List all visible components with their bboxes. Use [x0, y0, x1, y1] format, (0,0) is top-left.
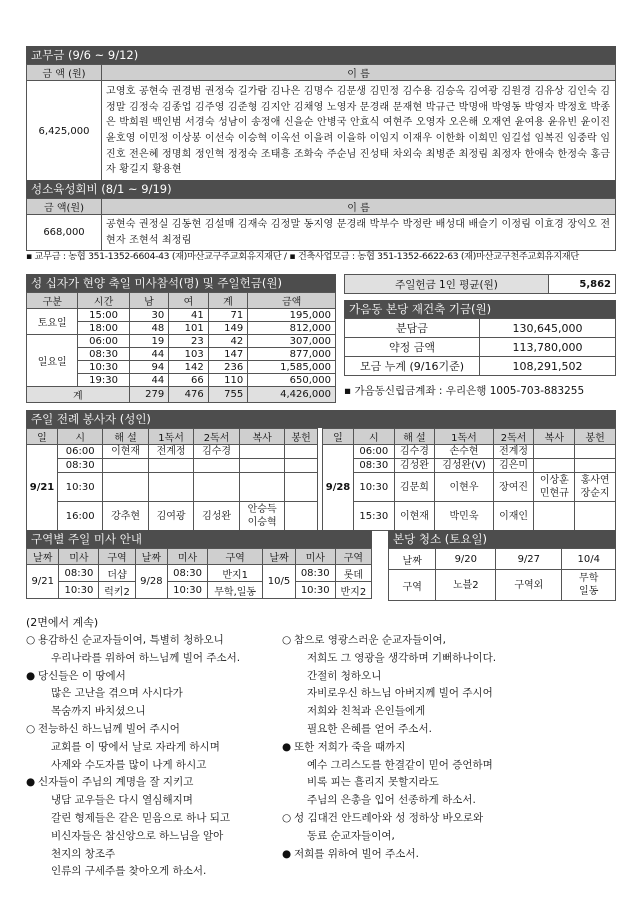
prayer-line	[26, 668, 240, 686]
attendance-cell: 30	[129, 309, 169, 322]
servers-cell	[103, 459, 149, 473]
attendance-header: 여	[169, 293, 209, 309]
district-zone: 무학,일동	[208, 582, 263, 599]
servers-header: 2독서	[493, 429, 534, 445]
prayer-text: 인류의 구세주를 찾아오게 하소서.	[51, 865, 207, 878]
servers-cell	[285, 473, 318, 502]
prayer-line	[26, 632, 240, 650]
servers-cell: 김수경	[394, 445, 435, 459]
prayer-line	[282, 668, 496, 686]
servers-cell: 08:30	[354, 459, 395, 473]
attendance-cell: 18:00	[78, 322, 129, 335]
servers-cell: 강추현	[103, 502, 149, 531]
attendance-header: 금액	[248, 293, 336, 309]
district-zone: 더샵	[99, 565, 135, 582]
school-fund-names: 고영호 공현숙 권경범 권정숙 길가람 김나은 김명수 김문생 김민정 김수용 김승옥 김여광 김원경 김유상 김인숙 김정말 김정숙 김종업 김주영 김준형 김지안 김채영 노영자 문경래 문재현 박규근 박명애 박영동 박영자 박정호 박종은 박희원 백인범 서경숙 성남이 송정애 신을순 안병국 안효식 여현주 오영자 오은해 오재연 윤여용 윤유빈 윤이진 윤호영 이민정 이상봉 이선숙 이승혁 이옥선 이을려 이을하 이임지 이재우 이한화 이희민 임길섭 임복진 임중락 임진호 전은혜 정명희 정인혁 정정숙 조태흥 조화숙 주순님 진성태 차외숙 최병준 최정림 최정자 한애숙 한정숙 홍금자 황길지 황용현	[102, 81, 616, 182]
district-mass-time: 08:30	[295, 565, 335, 582]
prayer-line	[282, 739, 496, 757]
servers-cell: 장여진	[493, 473, 534, 502]
prayer-text: 저희도 그 영광을 생각하며 기뻐하나이다.	[307, 651, 497, 664]
attendance-cell: 650,000	[248, 374, 336, 387]
filled-bullet-icon: ●	[282, 847, 292, 860]
servers-row	[27, 459, 318, 473]
attendance-title: 성 십자가 현양 축일 미사참석(명) 및 주일헌금(원)	[26, 274, 336, 292]
district-zone: 롯데	[335, 565, 371, 582]
attendance-header: 시간	[78, 293, 129, 309]
servers-header: 2독서	[194, 429, 240, 445]
attendance-cell: 71	[208, 309, 248, 322]
avg-table	[344, 274, 616, 294]
prayer-text: 저희를 위하여 빌어 주소서.	[294, 847, 419, 860]
district-row	[27, 582, 372, 599]
cleaning-date-row	[389, 549, 616, 570]
prayer-text: 자비로우신 하느님 아버지께 빌어 주시어	[307, 687, 493, 700]
servers-cell	[194, 459, 240, 473]
prayer-line	[282, 757, 496, 775]
cleaning-date: 9/20	[436, 549, 496, 570]
servers-cell: 06:00	[58, 445, 103, 459]
prayer-line	[282, 632, 496, 650]
servers-row	[27, 473, 318, 502]
rebuild-label: 분담금	[345, 319, 480, 338]
prayer-line	[26, 650, 240, 668]
servers-cell: 김성완	[394, 459, 435, 473]
rebuild-row	[345, 319, 616, 338]
prayer-line	[282, 685, 496, 703]
district-header: 구역	[335, 549, 371, 565]
attendance-cell: 1,585,000	[248, 361, 336, 374]
servers-cell: 이현재	[103, 445, 149, 459]
prayer-text: 우리나라를 위하여 하느님께 빌어 주소서.	[51, 651, 241, 664]
prayer-text: 또한 저희가 죽을 때까지	[294, 740, 406, 753]
servers-cell: 이재인	[493, 502, 534, 531]
prayer-line	[282, 810, 496, 828]
attendance-total-cell: 476	[169, 387, 209, 403]
prayer-text: 저희와 친척과 은인들에게	[307, 705, 426, 718]
attendance-cell: 103	[169, 348, 209, 361]
prayer-text: 용감하신 순교자들이여, 특별히 청하오니	[38, 634, 224, 646]
servers-cell	[285, 445, 318, 459]
prayer-line	[26, 846, 240, 864]
district-header: 미사	[59, 549, 99, 565]
sacristy-fund-amount-header: 금 액(원)	[27, 199, 102, 215]
prayer-line	[282, 828, 496, 846]
attendance-header: 남	[129, 293, 169, 309]
prayer-text: 교회를 이 땅에서 날로 자라게 하시며	[51, 740, 220, 753]
school-fund-amount: 6,425,000	[27, 81, 102, 182]
attendance-cell: 44	[129, 348, 169, 361]
attendance-cell: 41	[169, 309, 209, 322]
open-bullet-icon: ○	[282, 634, 292, 646]
attendance-cell: 142	[169, 361, 209, 374]
sacristy-fund-names-header: 이 름	[102, 199, 616, 215]
servers-cell: 김은미	[493, 459, 534, 473]
servers-header: 해 설	[394, 429, 435, 445]
cleaning-table	[388, 548, 616, 601]
district-zone: 반지2	[335, 582, 371, 599]
servers-cell	[148, 459, 194, 473]
district-zone: 럭키2	[99, 582, 135, 599]
servers-header: 해 설	[103, 429, 149, 445]
cleaning-area: 구역외	[496, 570, 562, 601]
prayer-text: 예수 그리스도를 한결같이 믿어 증언하며	[307, 758, 493, 771]
attendance-cell: 42	[208, 335, 248, 348]
servers-cell	[534, 445, 575, 459]
servers-cell	[103, 473, 149, 502]
servers-cell	[239, 459, 285, 473]
servers-header: 1독서	[435, 429, 493, 445]
servers-cell	[575, 445, 616, 459]
prayer-line	[282, 721, 496, 739]
prayer-text: 많은 고난을 겪으며 사시다가	[51, 687, 183, 700]
servers-cell: 전계정	[148, 445, 194, 459]
attendance-row	[27, 309, 336, 322]
servers-cell: 10:30	[354, 473, 395, 502]
attendance-total-cell: 279	[129, 387, 169, 403]
rebuild-value: 108,291,502	[480, 357, 616, 376]
servers-cell	[148, 473, 194, 502]
attendance-row	[27, 335, 336, 348]
servers-cell: 이현재	[394, 502, 435, 531]
servers-title: 주일 전례 봉사자 (성인)	[26, 410, 616, 428]
servers-header: 봉헌	[285, 429, 318, 445]
prayer-text: 비록 피는 흘리지 못할지라도	[307, 776, 439, 789]
servers-cell: 이상훈 민현규	[534, 473, 575, 502]
district-date: 10/5	[263, 565, 295, 599]
servers-date: 9/28	[323, 445, 354, 531]
sacristy-fund-names: 공현숙 권정실 김동현 김설매 김재숙 김정말 동지영 문경래 박부수 박정란 배성대 배슬기 이정림 이효경 장익오 전현자 조현석 최정림	[102, 215, 616, 251]
servers-row	[323, 459, 616, 473]
district-row	[27, 565, 372, 582]
servers-cell	[575, 502, 616, 531]
cleaning-area: 노블2	[436, 570, 496, 601]
servers-cell	[534, 459, 575, 473]
servers-cell: 16:00	[58, 502, 103, 531]
attendance-total-row	[27, 387, 336, 403]
servers-cell: 손수현	[435, 445, 493, 459]
attendance-day-sun: 일요일	[27, 335, 78, 387]
servers-row	[323, 502, 616, 531]
servers-header: 일	[323, 429, 354, 445]
servers-cell	[534, 502, 575, 531]
district-zone: 반지1	[208, 565, 263, 582]
attendance-total-cell: 755	[208, 387, 248, 403]
prayer-line	[26, 810, 240, 828]
prayer-text: 주님의 은총을 입어 선종하게 하소서.	[307, 794, 476, 807]
prayer-line	[282, 703, 496, 721]
district-date: 9/21	[27, 565, 59, 599]
school-fund-amount-header: 금 액 (원)	[27, 65, 102, 81]
rebuild-label: 모금 누계 (9/16기준)	[345, 357, 480, 376]
servers-cell: 이현우	[435, 473, 493, 502]
prayer-line	[26, 703, 240, 721]
rebuild-value: 130,645,000	[480, 319, 616, 338]
attendance-total-cell: 계	[27, 387, 130, 403]
servers-header: 복사	[239, 429, 285, 445]
prayer-line	[26, 685, 240, 703]
servers-cell: 전계정	[493, 445, 534, 459]
district-header: 미사	[168, 549, 208, 565]
prayer-text: 성 김대건 안드레아와 성 정하상 바오로와	[294, 811, 484, 824]
sacristy-fund-amount: 668,000	[27, 215, 102, 251]
rebuild-row	[345, 357, 616, 376]
attendance-cell: 110	[208, 374, 248, 387]
attendance-total-cell: 4,426,000	[248, 387, 336, 403]
attendance-table	[26, 292, 336, 403]
servers-header-row	[27, 429, 318, 445]
prayer-text: 갈린 형제들은 같은 믿음으로 하나 되고	[51, 811, 230, 824]
school-fund-title: 교무금 (9/6 ~ 9/12)	[26, 46, 616, 64]
prayer-line	[282, 774, 496, 792]
servers-cell: 김성완	[194, 502, 240, 531]
prayer-line	[26, 757, 240, 775]
cleaning-date-label: 날짜	[389, 549, 436, 570]
cleaning-area-row	[389, 570, 616, 601]
attendance-cell: 10:30	[78, 361, 129, 374]
servers-row	[323, 445, 616, 459]
sacristy-fund-table	[26, 198, 616, 251]
prayer-text: 당신들은 이 땅에서	[38, 669, 126, 682]
attendance-cell: 19:30	[78, 374, 129, 387]
prayer-line	[282, 792, 496, 810]
servers-row	[27, 502, 318, 531]
district-header: 날짜	[27, 549, 59, 565]
district-header: 날짜	[263, 549, 295, 565]
open-bullet-icon: ○	[26, 722, 36, 735]
district-mass-time: 10:30	[59, 582, 99, 599]
servers-cell	[575, 459, 616, 473]
attendance-header: 계	[208, 293, 248, 309]
attendance-cell: 195,000	[248, 309, 336, 322]
attendance-cell: 44	[129, 374, 169, 387]
rebuild-table	[344, 318, 616, 376]
attendance-header: 구분	[27, 293, 78, 309]
district-header-row	[27, 549, 372, 565]
rebuild-account: ▪ 가음동신립금계좌 : 우리은행 1005-703-883255	[344, 385, 585, 397]
attendance-cell: 66	[169, 374, 209, 387]
rebuild-label: 약정 금액	[345, 338, 480, 357]
attendance-cell: 147	[208, 348, 248, 361]
attendance-cell: 48	[129, 322, 169, 335]
servers-row	[323, 473, 616, 502]
avg-label: 주일헌금 1인 평균(원)	[345, 275, 549, 294]
district-mass-time: 08:30	[59, 565, 99, 582]
servers-header: 봉헌	[575, 429, 616, 445]
cleaning-area: 무학 일동	[562, 570, 616, 601]
servers-table-left	[26, 428, 318, 531]
district-mass-time: 10:30	[295, 582, 335, 599]
district-mass-time: 08:30	[168, 565, 208, 582]
servers-date: 9/21	[27, 445, 58, 531]
attendance-cell: 06:00	[78, 335, 129, 348]
filled-bullet-icon: ●	[26, 669, 36, 682]
prayer-line	[26, 739, 240, 757]
avg-value: 5,862	[549, 275, 616, 294]
open-bullet-icon: ○	[26, 634, 36, 646]
district-header: 구역	[208, 549, 263, 565]
servers-cell: 김수경	[194, 445, 240, 459]
cleaning-date: 10/4	[562, 549, 616, 570]
prayer-left-column	[26, 632, 240, 881]
rebuild-value: 113,780,000	[480, 338, 616, 357]
cleaning-area-label: 구역	[389, 570, 436, 601]
prayer-text: 참으로 영광스러운 순교자들이여,	[294, 634, 447, 646]
prayer-heading: (2면에서 계속)	[26, 616, 99, 629]
prayer-text: 비신자들은 참신앙으로 하느님을 알아	[51, 829, 224, 842]
servers-cell: 박민욱	[435, 502, 493, 531]
prayer-line	[282, 846, 496, 864]
servers-cell: 김성완(V)	[435, 459, 493, 473]
prayer-text: 사제와 수도자를 많이 나게 하시고	[51, 758, 207, 771]
attendance-cell: 149	[208, 322, 248, 335]
attendance-cell: 94	[129, 361, 169, 374]
servers-header-row	[323, 429, 616, 445]
open-bullet-icon: ○	[282, 811, 292, 824]
servers-cell: 김문희	[394, 473, 435, 502]
district-header: 날짜	[135, 549, 167, 565]
servers-header: 일	[27, 429, 58, 445]
district-header: 미사	[295, 549, 335, 565]
attendance-cell: 101	[169, 322, 209, 335]
cleaning-title: 본당 청소 (토요일)	[388, 530, 616, 548]
filled-bullet-icon: ●	[26, 776, 36, 789]
prayer-text: 냉담 교우들은 다시 열심해지며	[51, 794, 193, 807]
attendance-day-sat: 토요일	[27, 309, 78, 335]
servers-cell	[194, 473, 240, 502]
servers-header: 시	[354, 429, 395, 445]
attendance-cell: 23	[169, 335, 209, 348]
school-fund-table	[26, 64, 616, 182]
prayer-line	[26, 863, 240, 881]
attendance-cell: 19	[129, 335, 169, 348]
servers-cell	[239, 445, 285, 459]
servers-header: 1독서	[148, 429, 194, 445]
attendance-cell: 15:00	[78, 309, 129, 322]
servers-header: 시	[58, 429, 103, 445]
servers-cell	[239, 473, 285, 502]
rebuild-title: 가음동 본당 재건축 기금(원)	[344, 300, 616, 318]
prayer-text: 목숨까지 바치셨으니	[51, 705, 146, 718]
district-mass-table	[26, 548, 372, 599]
school-fund-names-header: 이 름	[102, 65, 616, 81]
district-mass-time: 10:30	[168, 582, 208, 599]
servers-cell: 10:30	[58, 473, 103, 502]
prayer-line	[26, 792, 240, 810]
prayer-text: 신자들이 주님의 계명을 잘 지키고	[38, 776, 194, 789]
servers-cell	[285, 459, 318, 473]
prayer-text: 전능하신 하느님께 빌어 주시어	[38, 722, 180, 735]
prayer-text: 필요한 은혜를 얻어 주소서.	[307, 722, 432, 735]
rebuild-row	[345, 338, 616, 357]
prayer-text: 천지의 창조주	[51, 847, 116, 860]
attendance-cell: 236	[208, 361, 248, 374]
cleaning-date: 9/27	[496, 549, 562, 570]
servers-table-right	[322, 428, 616, 531]
servers-header: 복사	[534, 429, 575, 445]
servers-cell	[285, 502, 318, 531]
filled-bullet-icon: ●	[282, 740, 292, 753]
servers-cell: 김여광	[148, 502, 194, 531]
servers-cell: 06:00	[354, 445, 395, 459]
prayer-line	[26, 774, 240, 792]
attendance-cell: 307,000	[248, 335, 336, 348]
attendance-cell: 812,000	[248, 322, 336, 335]
prayer-line	[26, 828, 240, 846]
district-header: 구역	[99, 549, 135, 565]
attendance-cell: 877,000	[248, 348, 336, 361]
servers-cell: 홍사연 장순지	[575, 473, 616, 502]
servers-row	[27, 445, 318, 459]
district-mass-title: 구역별 주일 미사 안내	[26, 530, 372, 548]
account-note: ▪ 교무금 : 농협 351-1352-6604-43 (재)마산교구주교회유지재단 / ▪ 건축사업모금 : 농협 351-1352-6622-63 (재)마산교구천주교회유지재단	[26, 251, 579, 262]
sacristy-fund-title: 성소육성회비 (8/1 ~ 9/19)	[26, 180, 616, 198]
servers-cell: 안승득 이승혁	[239, 502, 285, 531]
prayer-line	[282, 650, 496, 668]
prayer-line	[26, 721, 240, 739]
prayer-text: 간절히 청하오니	[307, 669, 382, 682]
servers-cell: 15:30	[354, 502, 395, 531]
servers-cell: 08:30	[58, 459, 103, 473]
prayer-right-column	[282, 632, 496, 863]
prayer-text: 동료 순교자들이여,	[307, 829, 395, 842]
district-date: 9/28	[135, 565, 167, 599]
attendance-cell: 08:30	[78, 348, 129, 361]
